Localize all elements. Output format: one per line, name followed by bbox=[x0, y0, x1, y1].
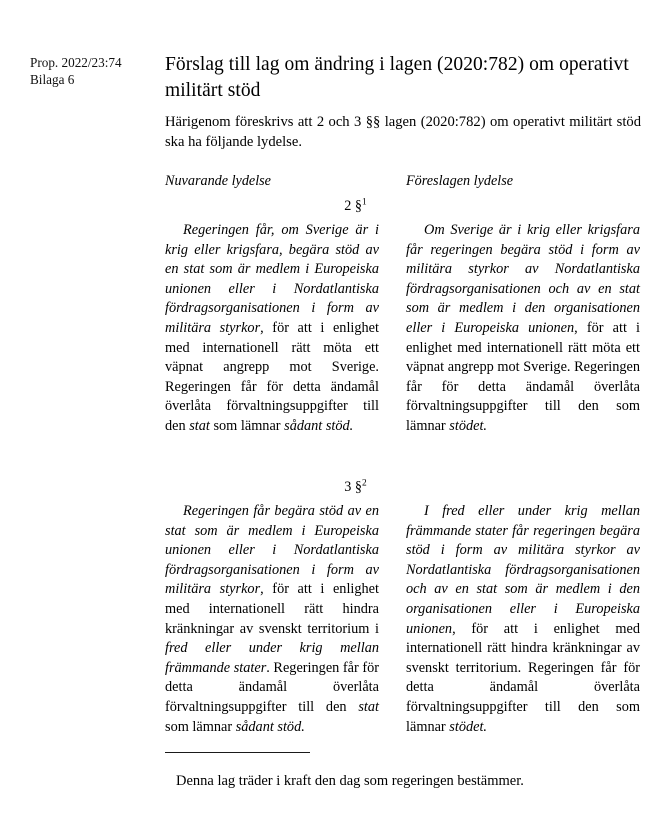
footnote-marker-2: 2 bbox=[362, 478, 367, 489]
closing-provision: Denna lag träder i kraft den dag som regeringen bestämmer. bbox=[176, 773, 524, 789]
footnote-separator-rule bbox=[165, 752, 310, 753]
section-label-2-text: 2 § bbox=[344, 198, 363, 214]
section-block-2 bbox=[0, 197, 657, 434]
rich-text: Om Sverige är i krig eller krigsfara får regeringen begära stöd i form av militära styrkor av Nordatlantiska fördragsorganisationen och av en stat som är medlem i den organisationen eller i Europeiska unionen, för att i enlighet med internationell rätt möta ett väpnat angrepp mot Sverige. Regeringen får för detta ändamål överlåta förvaltningsuppgifter till den som lämnar stödet. bbox=[406, 222, 640, 434]
rich-text: Regeringen får, om Sverige är i krig eller krigsfara, begära stöd av en stat som är medlem i Europeiska unionen eller i Nordatlantiska fördragsorganisationen i form av militära styrkor, för att i enlighet med internationell rätt möta ett väpnat angrepp mot Sverige. Regeringen får för detta ändamål överlåta förvaltningsuppgifter till den stat som lämnar sådant stöd. bbox=[165, 222, 380, 434]
intro-paragraph: Härigenom föreskrivs att 2 och 3 §§ lagen (2020:782) om operativt militärt stöd ska ha följande lydelse. bbox=[165, 114, 641, 150]
section-block-3 bbox=[0, 478, 657, 735]
page-title: Förslag till lag om ändring i lagen (2020:782) om operativt militärt stöd bbox=[165, 54, 629, 101]
section-2-proposed-text bbox=[406, 221, 640, 437]
section-label-2 bbox=[54, 198, 657, 215]
running-head bbox=[30, 54, 160, 88]
section-3-proposed-text bbox=[406, 502, 640, 737]
section-label-3-text: 3 § bbox=[344, 479, 363, 495]
running-head-proposition: Prop. 2022/23:74 bbox=[30, 55, 122, 70]
running-head-annex: Bilaga 6 bbox=[30, 72, 75, 87]
rich-text: I fred eller under krig mellan främmande stater får regeringen begära stöd i form av militära styrkor av Nordatlantiska fördragsorganisationen och av en stat som är medlem i den organisationen eller i Europeiska unionen, för att i enlighet med internationell rätt hindra kränkningar av svenskt territorium. Regeringen får för detta ändamål överlåta förvaltningsuppgifter till den som lämnar stödet. bbox=[406, 503, 640, 735]
footnote-marker-1: 1 bbox=[362, 197, 367, 208]
column-header-proposed: Föreslagen lydelse bbox=[406, 173, 514, 189]
rich-text: Regeringen får begära stöd av en stat som är medlem i Europeiska unionen eller i Nordatlantiska fördragsorganisationen i form av militära styrkor, för att i enlighet med internationell rätt hindra kränkningar av svenskt territorium i fred eller under krig mellan främmande stater. Regeringen får för detta ändamål överlåta förvaltningsuppgifter till den stat som lämnar sådant stöd. bbox=[165, 503, 380, 735]
column-header-current: Nuvarande lydelse bbox=[165, 173, 271, 189]
section-2-current-text bbox=[165, 221, 379, 437]
section-label-3 bbox=[54, 479, 657, 496]
section-3-current-text bbox=[165, 502, 379, 737]
